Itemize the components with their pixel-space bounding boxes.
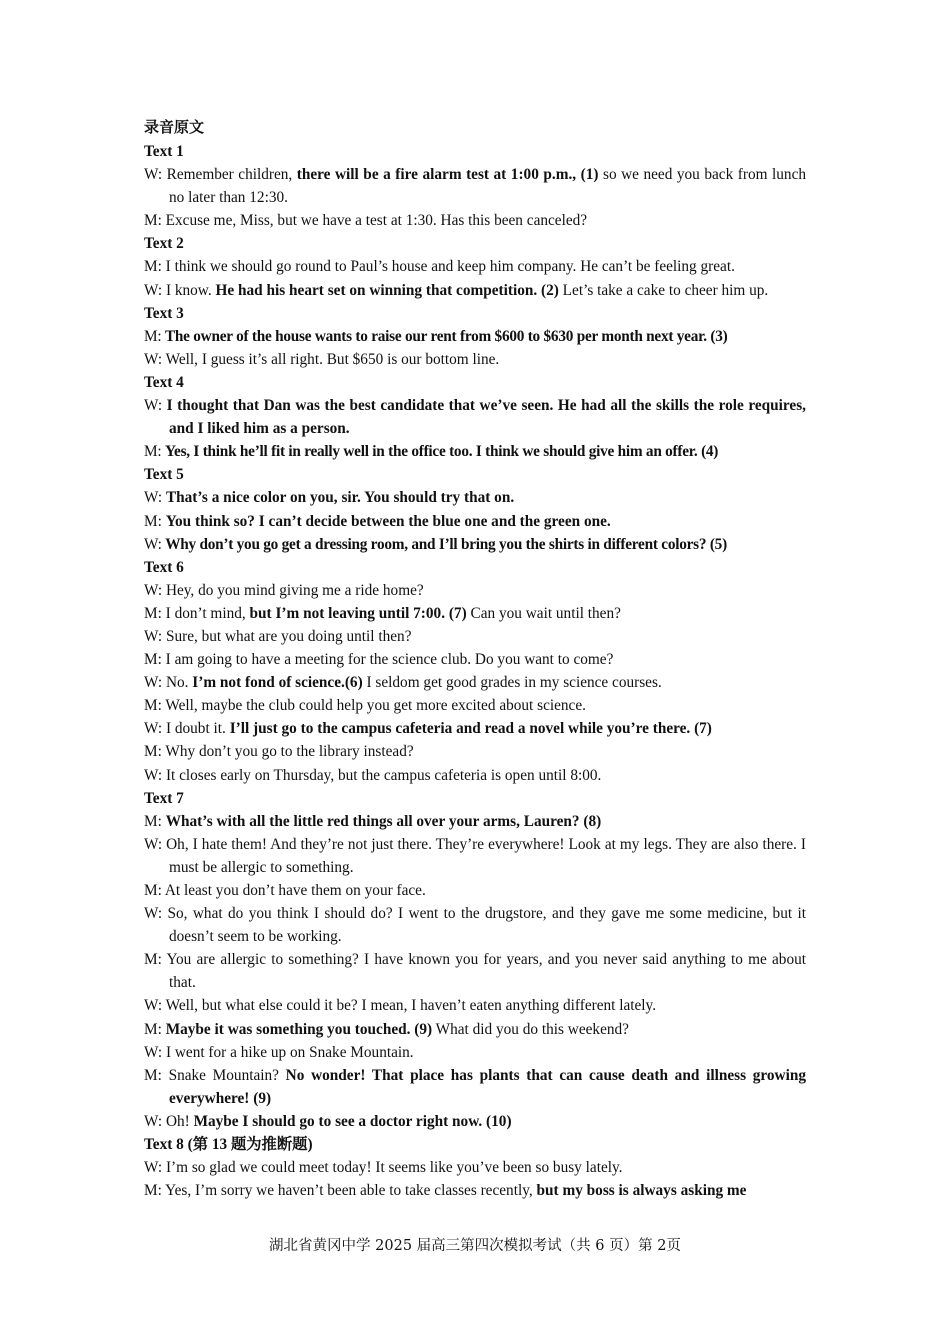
section-heading: Text 1 [144,143,184,160]
line-text: M: Well, maybe the club could help you get more excited about science. [144,697,586,715]
text-section [144,232,806,301]
line-text: M: [144,512,166,530]
line-text: M: [144,1020,166,1038]
dialogue-line [144,163,806,209]
line-text: M: I think we should go round to Paul’s house and keep him company. He can’t be feeling great. [144,258,735,276]
line-text: M: You are allergic to something? I have known you for years, and you never said anything to me about that. [144,951,806,992]
dialogue-line [144,740,806,763]
line-text: Let’s take a cake to cheer him up. [558,281,769,299]
text-section [144,787,806,1133]
dialogue-line [144,1179,806,1202]
line-text: W: Well, but what else could it be? I mean, I haven’t eaten anything different lately. [144,997,657,1015]
line-text: M: [144,812,166,830]
line-text: M: Why don’t you go to the library instead? [144,743,414,761]
key-sentence: What’s with all the little red things all over your arms, Lauren? (8) [165,812,602,830]
line-text: W: [144,397,167,415]
dialogue-line [144,694,806,717]
line-text: M: Excuse me, Miss, but we have a test at 1:30. Has this been canceled? [144,212,588,230]
line-text: W: So, what do you think I should do? I went to the drugstore, and they gave me some medicine, but it doesn’t seem to be working. [144,905,806,946]
key-sentence: He had his heart set on winning that competition. (2) [215,281,559,299]
section-heading: Text 3 [144,304,184,322]
dialogue-line [144,394,806,440]
line-text: M: I am going to have a meeting for the science club. Do you want to come? [144,651,614,669]
dialogue-line [144,602,806,625]
line-text: W: Remember children, [144,166,297,184]
key-sentence: Maybe it was something you touched. (9) [165,1020,433,1038]
key-sentence: I’m not fond of science.(6) [192,674,363,692]
key-sentence: Why don’t you go get a dressing room, and I’ll bring you the shirts in different colors? (5) [165,535,727,553]
line-text: W: I’m so glad we could meet today! It seems like you’ve been so busy lately. [144,1159,623,1177]
line-text: W: [144,489,166,507]
key-sentence: No wonder! That place has plants that can cause death and illness growing everywhere! (9) [169,1066,806,1107]
dialogue-line [144,671,806,694]
dialogue-line [144,1018,806,1041]
text-section [144,463,806,555]
section-heading: Text 7 [144,789,184,807]
dialogue-line [144,325,806,348]
dialogue-line [144,1041,806,1064]
key-sentence: there will be a fire alarm test at 1:00 p.m., (1) [296,166,599,184]
dialogue-line [144,879,806,902]
dialogue-line [144,486,806,509]
text-section [144,556,806,787]
dialogue-line [144,810,806,833]
text-section [144,302,806,371]
line-text: M: [144,443,165,461]
line-text: so we need you back from lunch no later than 12:30. [169,166,807,207]
line-text: M: [144,327,165,345]
key-sentence: Maybe I should go to see a doctor right now. (10) [193,1112,512,1130]
line-text: W: I doubt it. [144,720,230,738]
dialogue-line [144,533,806,556]
line-text: I seldom get good grades in my science courses. [362,674,662,692]
line-text: W: I know. [144,281,216,299]
line-text: W: It closes early on Thursday, but the campus cafeteria is open until 8:00. [144,766,602,784]
line-text: M: Yes, I’m sorry we haven’t been able to take classes recently, [144,1182,537,1200]
dialogue-line [144,510,806,533]
section-heading: Text 4 [144,373,184,391]
dialogue-line [144,902,806,948]
key-sentence: but I’m not leaving until 7:00. (7) [249,604,467,622]
key-sentence: Yes, I think he’ll fit in really well in the office too. I think we should give him an offer. (4) [164,443,719,461]
dialogue-line [144,579,806,602]
section-heading: Text 8 (第 13 题为推断题) [144,1136,313,1154]
dialogue-line [144,209,806,232]
dialogue-line [144,279,806,302]
section-heading: Text 2 [144,235,184,253]
key-sentence: I’ll just go to the campus cafeteria and read a novel while you’re there. (7) [229,720,712,738]
line-text: W: Sure, but what are you doing until then? [144,627,412,645]
dialogue-line [144,648,806,671]
dialogue-line [144,440,806,463]
key-sentence: but my boss is always asking me [536,1182,747,1200]
line-text: M: Snake Mountain? [144,1066,286,1084]
dialogue-line [144,625,806,648]
line-text: W: No. [144,674,193,692]
key-sentence: You think so? I can’t decide between the blue one and the green one. [165,512,611,530]
text-section [144,1133,806,1202]
dialogue-line [144,948,806,994]
line-text: W: Well, I guess it’s all right. But $650 is our bottom line. [144,350,500,368]
key-sentence: That’s a nice color on you, sir. You should try that on. [165,489,515,507]
dialogue-line [144,717,806,740]
dialogue-line [144,255,806,278]
dialogue-line [144,1064,806,1110]
line-text: M: At least you don’t have them on your face. [144,882,426,899]
line-text: W: [144,535,166,553]
line-text: M: I don’t mind, [144,604,250,622]
line-text: W: Hey, do you mind giving me a ride home? [144,581,424,599]
key-sentence: The owner of the house wants to raise our rent from $600 to $630 per month next year. (3) [164,327,728,345]
section-heading: Text 6 [144,558,184,576]
dialogue-line [144,833,806,879]
dialogue-line [144,994,806,1017]
page-title: 录音原文 [144,118,205,136]
text-section [144,371,806,463]
page-footer: 湖北省黄冈中学 2025 届高三第四次模拟考试（共 6 页）第 2页 [269,1238,681,1254]
line-text: Can you wait until then? [466,604,621,622]
line-text: W: I went for a hike up on Snake Mountain. [144,1043,414,1061]
transcript-body [144,114,806,1202]
dialogue-line [144,764,806,787]
dialogue-line [144,348,806,371]
section-heading: Text 5 [144,466,184,484]
key-sentence: I thought that Dan was the best candidate that we’ve seen. He had all the skills the role requires, and I liked him as a person. [166,397,806,438]
dialogue-line [144,1156,806,1179]
text-section [144,140,806,232]
dialogue-line [144,1110,806,1133]
line-text: What did you do this weekend? [432,1020,629,1038]
line-text: W: Oh! [144,1112,194,1130]
line-text: W: Oh, I hate them! And they’re not just there. They’re everywhere! Look at my legs. They are also there. I must be allergic to something. [144,835,806,876]
